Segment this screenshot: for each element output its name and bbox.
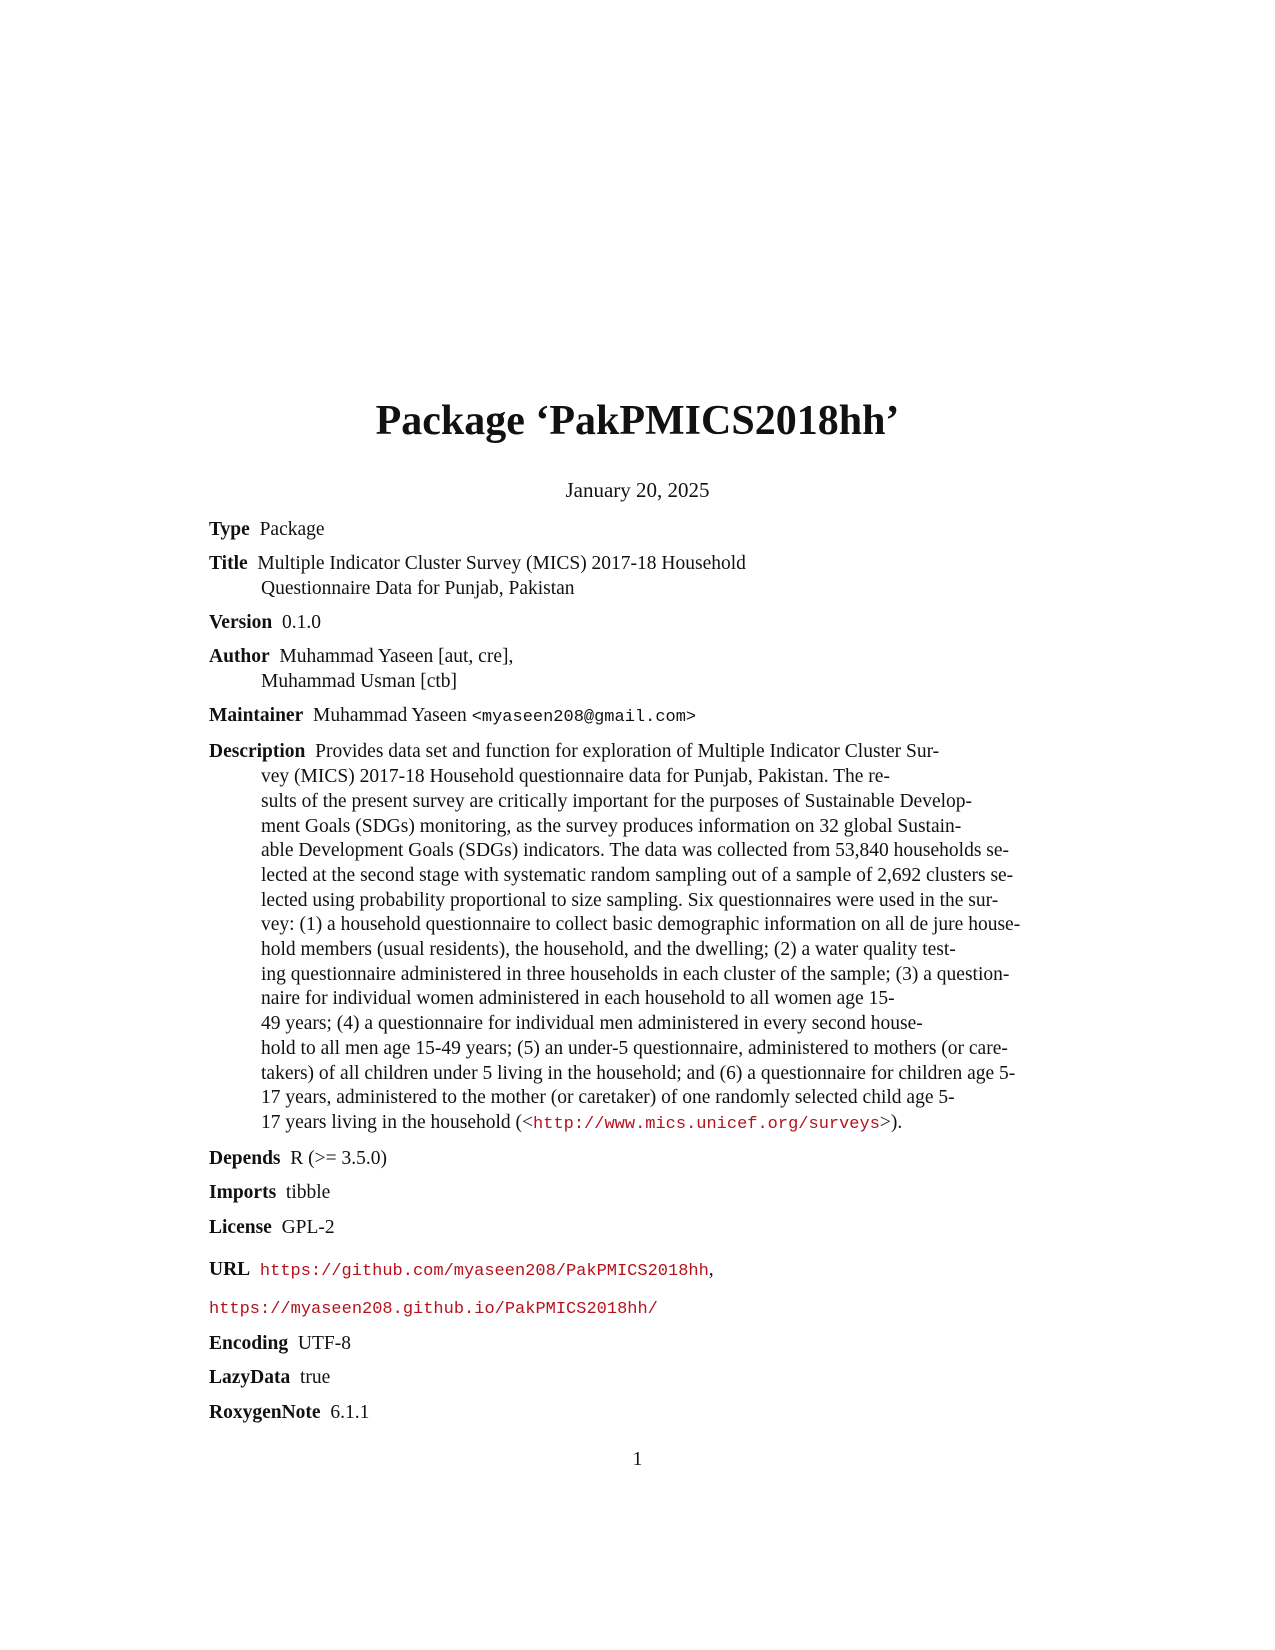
description-line: vey: (1) a household questionnaire to collect basic demographic information on all de jure house- xyxy=(261,914,1021,936)
description-line: lected using probability proportional to size sampling. Six questionnaires were used in the sur- xyxy=(261,889,999,911)
field-value: GPL-2 xyxy=(281,1216,335,1238)
field-value: 6.1.1 xyxy=(330,1401,370,1423)
field-title xyxy=(209,552,1069,601)
page-number: 1 xyxy=(632,1449,643,1470)
field-key: Encoding xyxy=(209,1333,289,1355)
description-line: ing questionnaire administered in three households in each cluster of the sample; (3) a question- xyxy=(261,963,1010,985)
maintainer-email: <myaseen208@gmail.com> xyxy=(471,708,697,728)
field-key: URL xyxy=(209,1259,251,1281)
field-key: Imports xyxy=(209,1182,277,1204)
github-pages-link[interactable]: https://myaseen208.github.io/PakPMICS2018hh/ xyxy=(209,1299,658,1319)
field-value-line: Questionnaire Data for Punjab, Pakistan xyxy=(261,577,575,599)
field-key: RoxygenNote xyxy=(209,1401,321,1423)
description-line: vey (MICS) 2017-18 Household questionnaire data for Punjab, Pakistan. The re- xyxy=(261,766,890,788)
field-key: Description xyxy=(209,741,306,763)
description-line: able Development Goals (SDGs) indicators. The data was collected from 53,840 households se- xyxy=(261,840,1010,862)
mics-surveys-link[interactable]: http://www.mics.unicef.org/surveys xyxy=(533,1114,880,1134)
field-encoding xyxy=(209,1332,1069,1357)
description-line: 17 years, administered to the mother (or caretaker) of one randomly selected child age 5- xyxy=(261,1087,955,1109)
description-line-suffix: >). xyxy=(879,1111,903,1133)
field-key: License xyxy=(209,1216,272,1238)
field-value: R (>= 3.5.0) xyxy=(290,1148,388,1170)
url-separator: , xyxy=(708,1259,714,1281)
field-license xyxy=(209,1216,1069,1241)
field-imports xyxy=(209,1181,1069,1206)
description-line: sults of the present survey are critically important for the purposes of Sustainable Develop- xyxy=(261,790,973,812)
field-depends xyxy=(209,1147,1069,1172)
url-second-line xyxy=(209,1296,1069,1323)
field-value-line: Muhammad Usman [ctb] xyxy=(261,671,458,693)
field-value: tibble xyxy=(285,1182,331,1204)
description-line: lected at the second stage with systematic random sampling out of a sample of 2,692 clusters se- xyxy=(261,864,1014,886)
description-line: ment Goals (SDGs) monitoring, as the survey produces information on 32 global Sustain- xyxy=(261,815,962,837)
field-description xyxy=(209,740,1069,1137)
field-key: Title xyxy=(209,553,248,575)
field-key: Depends xyxy=(209,1148,281,1170)
field-roxygennote xyxy=(209,1401,1069,1426)
description-line: 49 years; (4) a questionnaire for individual men administered in every second house- xyxy=(261,1013,923,1035)
field-value: 0.1.0 xyxy=(281,612,321,634)
field-lazydata xyxy=(209,1366,1069,1391)
description-fields xyxy=(209,518,1069,1435)
field-type xyxy=(209,518,1069,543)
package-date: January 20, 2025 xyxy=(565,478,710,502)
field-key: LazyData xyxy=(209,1367,291,1389)
field-author xyxy=(209,645,1069,694)
field-key: Author xyxy=(209,646,270,668)
field-value-line: Multiple Indicator Cluster Survey (MICS) 2017-18 Household xyxy=(257,553,746,575)
field-value: Package xyxy=(259,519,325,540)
description-line: hold members (usual residents), the household, and the dwelling; (2) a water quality test- xyxy=(261,939,956,961)
field-value: UTF-8 xyxy=(297,1333,351,1355)
maintainer-name: Muhammad Yaseen xyxy=(312,705,467,727)
field-key: Type xyxy=(209,519,250,540)
description-line: takers) of all children under 5 living in the household; and (6) a questionnaire for children age 5- xyxy=(261,1062,1016,1084)
field-maintainer xyxy=(209,704,1069,731)
field-value-line: Muhammad Yaseen [aut, cre], xyxy=(279,646,514,668)
field-url xyxy=(209,1258,1069,1322)
package-title: Package ‘PakPMICS2018hh’ xyxy=(375,398,900,444)
field-version xyxy=(209,611,1069,636)
field-key: Version xyxy=(209,612,273,634)
description-line-prefix: 17 years living in the household (< xyxy=(261,1111,534,1133)
description-line: naire for individual women administered in each household to all women age 15- xyxy=(261,988,895,1010)
field-key: Maintainer xyxy=(209,705,304,727)
description-line: hold to all men age 15-49 years; (5) an under-5 questionnaire, administered to mothers (or care- xyxy=(261,1037,1008,1059)
github-repo-link[interactable]: https://github.com/myaseen208/PakPMICS2018hh xyxy=(259,1262,709,1282)
field-value: true xyxy=(300,1367,331,1389)
description-line: Provides data set and function for exploration of Multiple Indicator Cluster Sur- xyxy=(315,741,940,763)
